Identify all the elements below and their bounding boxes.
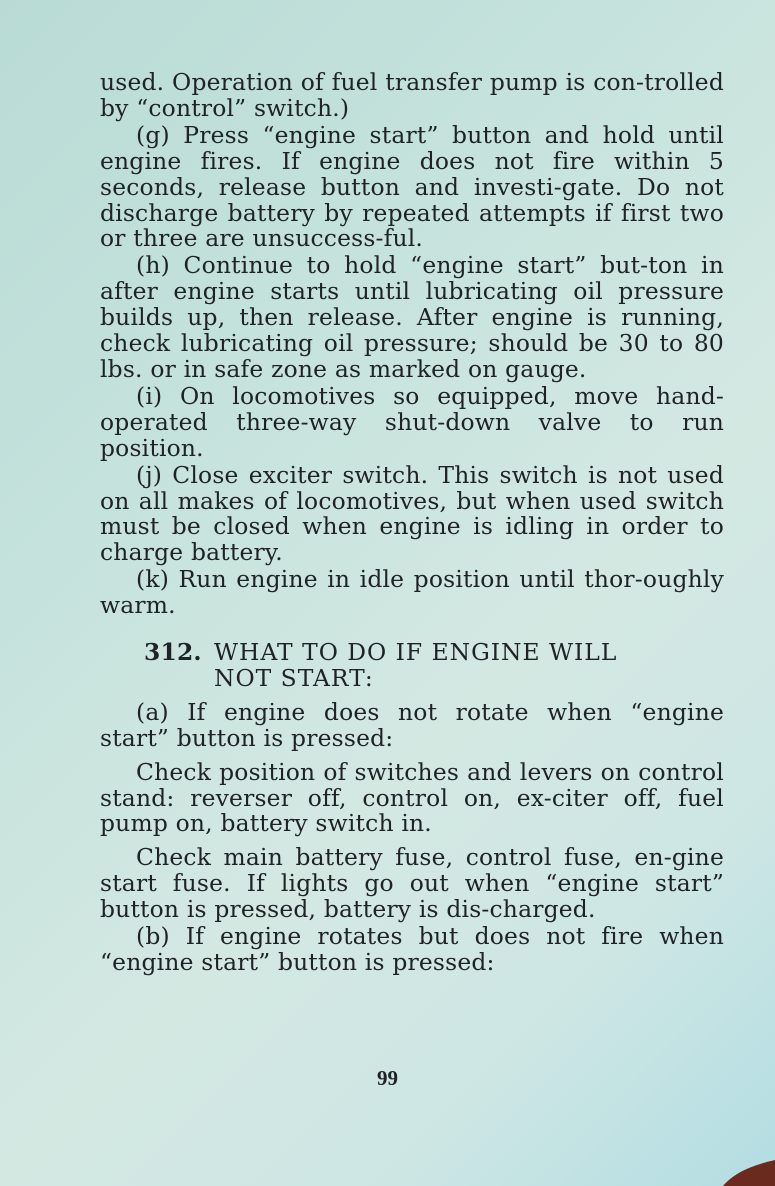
- paragraph-continuation: used. Operation of fuel transfer pump is con-trolled by “control” switch.): [100, 68, 724, 122]
- paragraph-i: (i) On locomotives so equipped, move hand-operated three-way shut-down valve to run position.: [100, 381, 724, 462]
- paragraph-a: (a) If engine does not rotate when “engine start” button is pressed:: [100, 697, 724, 752]
- paragraph-check-fuses: Check main battery fuse, control fuse, en-gine start fuse. If lights go out when “engine start” button is pressed, battery is dis-charged.: [100, 843, 724, 924]
- section-heading: [100, 640, 724, 692]
- paragraph-check-switches: Check position of switches and levers on control stand: reverser off, control on, ex-citer off, fuel pump on, battery switch in.: [100, 757, 724, 838]
- section-number: 312.: [144, 638, 202, 667]
- page-number: 99: [377, 1066, 398, 1090]
- page-body: [100, 70, 724, 976]
- section-title-line2: NOT START:: [214, 663, 374, 692]
- paragraph-j: (j) Close exciter switch. This switch is not used on all makes of locomotives, but when used switch must be closed when engine is idling in order to charge battery.: [100, 460, 724, 567]
- binding-corner-mark: [715, 1158, 775, 1186]
- paragraph-k: (k) Run engine in idle position until thor-oughly warm.: [100, 565, 724, 620]
- paragraph-b: (b) If engine rotates but does not fire when “engine start” button is pressed:: [100, 922, 724, 976]
- paragraph-g: (g) Press “engine start” button and hold until engine fires. If engine does not fire within 5 seconds, release button and investi-gate. Do not discharge battery by repeated attempts if first two or three are unsuccess-ful.: [100, 120, 724, 253]
- section-title-line1: WHAT TO DO IF ENGINE WILL: [214, 638, 618, 667]
- paragraph-h: (h) Continue to hold “engine start” but-ton in after engine starts until lubricating oil pressure builds up, then release. After engine is running, check lubricating oil pressure; should be 30 to 80 lbs. or in safe zone as marked on gauge.: [100, 251, 724, 383]
